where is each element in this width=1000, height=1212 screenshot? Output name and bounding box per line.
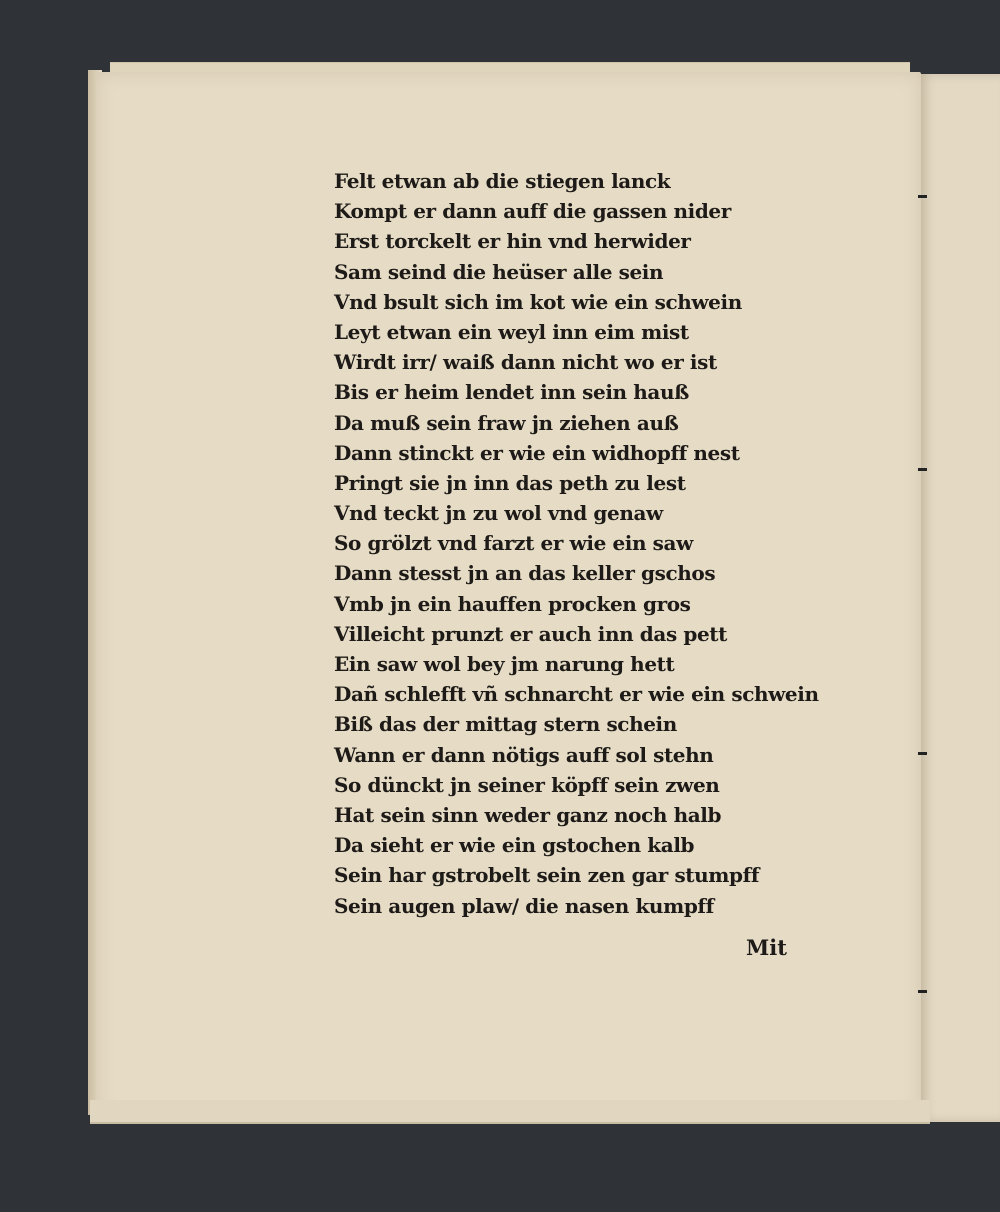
verse-line: Erst torckelt er hin vnd herwider [334, 229, 691, 254]
page-bottom-deckle [90, 1100, 930, 1124]
verse-line: Dann stesst jn an das keller gschos [334, 561, 716, 586]
verse-line: Da sieht er wie ein gstochen kalb [334, 833, 695, 858]
gutter-mark [918, 990, 927, 993]
verse-line: Sam seind die heüser alle sein [334, 259, 664, 284]
verse-line: Dann stinckt er wie ein widhopff nest [334, 440, 740, 465]
verse-line: Vnd teckt jn zu wol vnd genaw [334, 501, 663, 526]
gutter-mark [918, 195, 927, 198]
verse-line: Bis er heim lendet inn sein hauß [334, 380, 689, 405]
gutter-mark [918, 752, 927, 755]
facing-page-edge [918, 74, 1000, 1122]
verse-line: Biß das der mittag stern schein [334, 712, 677, 737]
verse-line: Ein saw wol bey jm narung hett [334, 652, 675, 676]
verse-line: Da muß sein fraw jn ziehen auß [334, 410, 679, 435]
verse-line: Vnd bsult sich im kot wie ein schwein [334, 289, 742, 314]
verse-line: Leyt etwan ein weyl inn eim mist [334, 319, 689, 344]
verse-line: Dañ schlefft vñ schnarcht er wie ein schwein [334, 682, 819, 707]
gutter-mark [918, 468, 927, 471]
verse-line: Wann er dann nötigs auff sol stehn [334, 742, 714, 767]
verse-line: Sein har gstrobelt sein zen gar stumpff [334, 863, 760, 888]
verse-line: Wirdt irr/ waiß dann nicht wo er ist [334, 350, 717, 375]
verse-line: Hat sein sinn weder ganz noch halb [334, 802, 722, 827]
verse-line: So dünckt jn seiner köpff sein zwen [334, 772, 720, 797]
verse-line: So grölzt vnd farzt er wie ein saw [334, 531, 693, 556]
verse-line: Vmb jn ein hauffen procken gros [334, 591, 691, 616]
verse-line: Felt etwan ab die stiegen lanck [334, 169, 671, 193]
verse-line: Sein augen plaw/ die nasen kumpff [334, 893, 714, 918]
verse-line: Villeicht prunzt er auch inn das pett [334, 621, 727, 646]
verse-line: Kompt er dann auff die gassen nider [334, 199, 731, 224]
catchword: Mit [746, 935, 787, 960]
verse-line: Pringt sie jn inn das peth zu lest [334, 470, 686, 495]
poem-text [334, 166, 824, 921]
